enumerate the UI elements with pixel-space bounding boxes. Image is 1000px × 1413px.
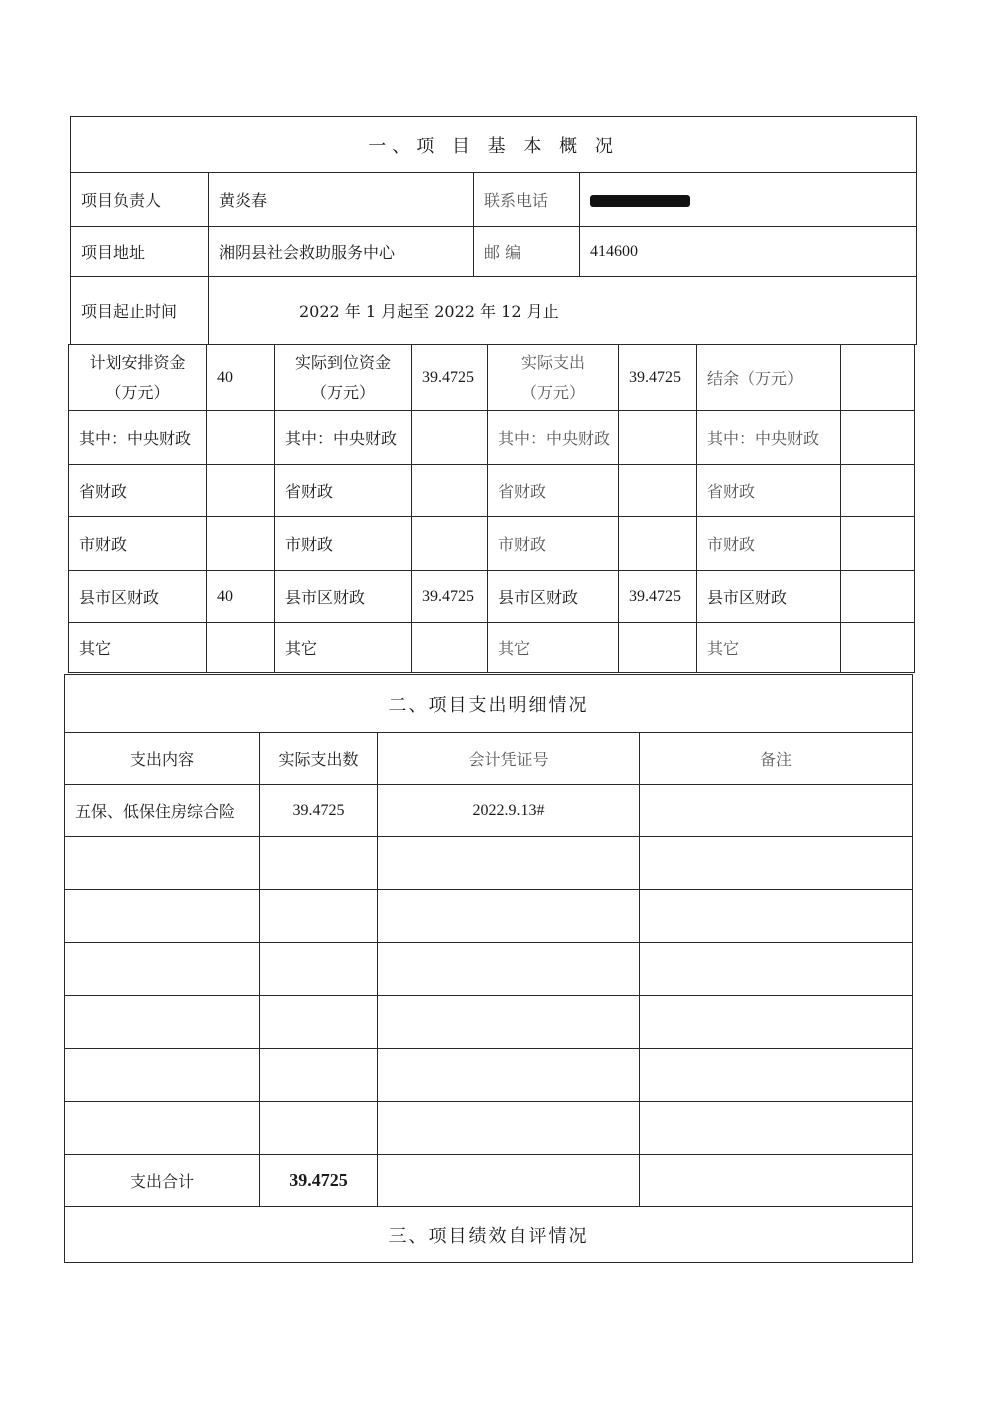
funds-row-label: 其它 (275, 623, 412, 673)
total-value: 39.4725 (260, 1155, 378, 1207)
funds-row-value (207, 517, 275, 571)
funds-row-value (412, 517, 488, 571)
col-header-remarks: 备注 (640, 733, 913, 785)
funds-row-label: 市财政 (275, 517, 412, 571)
empty-cell (260, 943, 378, 996)
funds-row-value (412, 411, 488, 465)
empty-cell (378, 890, 640, 943)
section-1-title: 一、项 目 基 本 概 况 (71, 117, 917, 173)
funds-row-value: 40 (207, 571, 275, 623)
balance-value (841, 345, 915, 411)
empty-cell (260, 837, 378, 890)
period-label: 项目起止时间 (71, 277, 209, 345)
empty-cell (65, 890, 260, 943)
funds-row-label: 省财政 (697, 465, 841, 517)
leader-value: 黄炎春 (209, 173, 474, 227)
funds-row-label: 市财政 (69, 517, 207, 571)
funds-row-value: 39.4725 (412, 571, 488, 623)
empty-cell (378, 1102, 640, 1155)
section-2-title: 二、项目支出明细情况 (65, 675, 913, 733)
funds-row-label: 县市区财政 (488, 571, 619, 623)
funds-row-label: 其中：中央财政 (697, 411, 841, 465)
spent-value: 39.4725 (619, 345, 697, 411)
funds-row-label: 其中：中央财政 (488, 411, 619, 465)
funds-row-label: 省财政 (488, 465, 619, 517)
expense-voucher: 2022.9.13# (378, 785, 640, 837)
empty-cell (640, 943, 913, 996)
empty-cell (65, 1102, 260, 1155)
expense-content: 五保、低保住房综合险 (65, 785, 260, 837)
funds-row-label: 市财政 (697, 517, 841, 571)
funds-row-value (841, 517, 915, 571)
funds-row-label: 其中：中央财政 (69, 411, 207, 465)
basic-info-table (70, 116, 917, 345)
empty-cell (378, 837, 640, 890)
funds-row-value (412, 465, 488, 517)
funds-row-label: 其它 (697, 623, 841, 673)
expense-detail-table (64, 674, 913, 1263)
funds-row-value (841, 411, 915, 465)
empty-cell (378, 996, 640, 1049)
funds-row-label: 省财政 (69, 465, 207, 517)
phone-value (580, 173, 917, 227)
funds-row-value (619, 411, 697, 465)
arrived-header: 实际到位资金 （万元） (275, 345, 412, 411)
phone-label: 联系电话 (474, 173, 580, 227)
expense-remarks (640, 785, 913, 837)
empty-cell (260, 890, 378, 943)
empty-cell (640, 1049, 913, 1102)
funds-row-value (619, 623, 697, 673)
empty-cell (65, 1049, 260, 1102)
funds-row-value: 39.4725 (619, 571, 697, 623)
leader-label: 项目负责人 (71, 173, 209, 227)
empty-cell (378, 1155, 640, 1207)
postcode-value: 414600 (580, 227, 917, 277)
funds-row-value (619, 517, 697, 571)
empty-cell (640, 1155, 913, 1207)
col-header-voucher: 会计凭证号 (378, 733, 640, 785)
empty-cell (65, 837, 260, 890)
funds-row-value (841, 465, 915, 517)
expense-amount: 39.4725 (260, 785, 378, 837)
funds-row-value (619, 465, 697, 517)
empty-cell (378, 943, 640, 996)
empty-cell (65, 996, 260, 1049)
postcode-label: 邮 编 (474, 227, 580, 277)
balance-header: 结余（万元） (697, 345, 841, 411)
redaction-mark (590, 195, 690, 207)
empty-cell (260, 1102, 378, 1155)
funds-row-value (207, 623, 275, 673)
empty-cell (640, 890, 913, 943)
funds-row-label: 其它 (488, 623, 619, 673)
empty-cell (640, 1102, 913, 1155)
funds-row-value (207, 411, 275, 465)
empty-cell (65, 943, 260, 996)
funds-row-label: 市财政 (488, 517, 619, 571)
funds-row-label: 省财政 (275, 465, 412, 517)
funds-row-label: 县市区财政 (69, 571, 207, 623)
planned-header: 计划安排资金 （万元） (69, 345, 207, 411)
funds-row-value (207, 465, 275, 517)
address-value: 湘阴县社会救助服务中心 (209, 227, 474, 277)
empty-cell (640, 996, 913, 1049)
spent-header: 实际支出 （万元） (488, 345, 619, 411)
address-label: 项目地址 (71, 227, 209, 277)
period-value: 2022 年 1 月起至 2022 年 12 月止 (209, 277, 917, 345)
total-label: 支出合计 (65, 1155, 260, 1207)
funds-row-label: 县市区财政 (275, 571, 412, 623)
col-header-amount: 实际支出数 (260, 733, 378, 785)
empty-cell (260, 1049, 378, 1102)
funds-row-label: 其它 (69, 623, 207, 673)
funds-table (68, 344, 915, 673)
section-3-title: 三、项目绩效自评情况 (65, 1207, 913, 1263)
funds-row-label: 其中：中央财政 (275, 411, 412, 465)
empty-cell (640, 837, 913, 890)
funds-row-label: 县市区财政 (697, 571, 841, 623)
col-header-content: 支出内容 (65, 733, 260, 785)
funds-row-value (412, 623, 488, 673)
arrived-value: 39.4725 (412, 345, 488, 411)
empty-cell (260, 996, 378, 1049)
empty-cell (378, 1049, 640, 1102)
funds-row-value (841, 623, 915, 673)
funds-row-value (841, 571, 915, 623)
planned-value: 40 (207, 345, 275, 411)
